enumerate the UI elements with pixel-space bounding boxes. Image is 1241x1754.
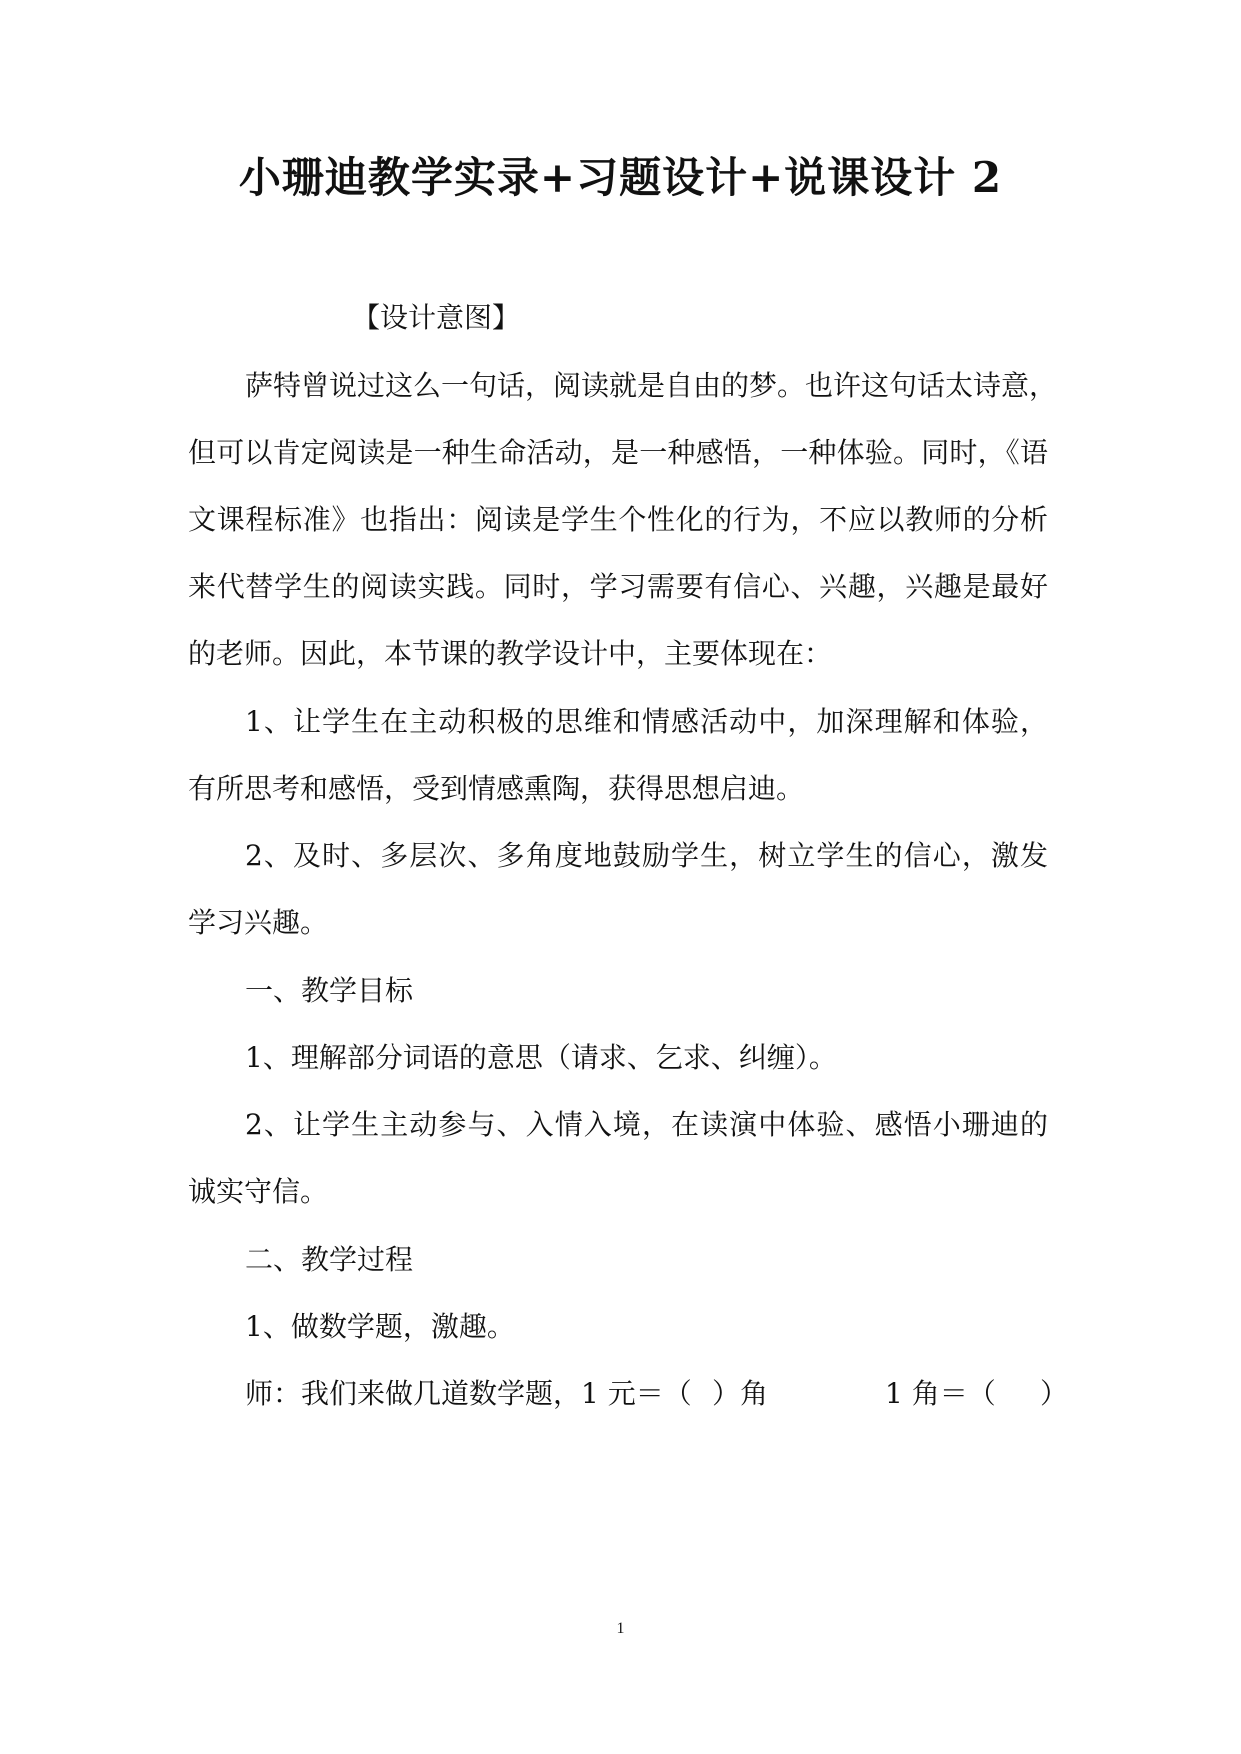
paragraph-line: 萨特曾说过这么一句话，阅读就是自由的梦。也许这句话太诗意， xyxy=(245,369,1058,402)
point-line: 有所思考和感悟，受到情感熏陶，获得思想启迪。 xyxy=(188,772,805,805)
document-title: 小珊迪教学实录+习题设计+说课设计 2 xyxy=(238,153,1003,202)
paragraph-line: 来代替学生的阅读实践。同时，学习需要有信心、兴趣，兴趣是最好 xyxy=(188,570,1048,603)
paragraph-line: 的老师。因此，本节课的教学设计中，主要体现在： xyxy=(188,637,833,670)
goals-heading: 一、教学目标 xyxy=(245,974,414,1007)
goal-line: 2、让学生主动参与、入情入境，在读演中体验、感悟小珊迪的 xyxy=(245,1108,1048,1141)
goal-line: 1、理解部分词语的意思（请求、乞求、纠缠）。 xyxy=(245,1041,837,1074)
process-heading: 二、教学过程 xyxy=(245,1243,414,1276)
teacher-line-part: ）角 xyxy=(712,1377,769,1410)
teacher-line-part: ） xyxy=(1040,1377,1069,1410)
section-heading: 【设计意图】 xyxy=(352,301,521,334)
page-number: 1 xyxy=(616,1620,625,1637)
paragraph-line: 文课程标准》也指出：阅读是学生个性化的行为，不应以教师的分析 xyxy=(188,503,1048,536)
point-line: 2、及时、多层次、多角度地鼓励学生，树立学生的信心，激发 xyxy=(245,839,1048,872)
point-line: 学习兴趣。 xyxy=(188,906,329,939)
step-line: 1、做数学题，激趣。 xyxy=(245,1310,515,1343)
goal-line: 诚实守信。 xyxy=(188,1175,329,1208)
point-line: 1、让学生在主动积极的思维和情感活动中，加深理解和体验， xyxy=(245,705,1048,738)
teacher-line-part: 师：我们来做几道数学题，1 元＝（ xyxy=(245,1377,692,1410)
paragraph-line: 但可以肯定阅读是一种生命活动，是一种感悟，一种体验。同时，《语 xyxy=(188,436,1048,469)
teacher-line-part: 1 角＝（ xyxy=(885,1377,996,1410)
